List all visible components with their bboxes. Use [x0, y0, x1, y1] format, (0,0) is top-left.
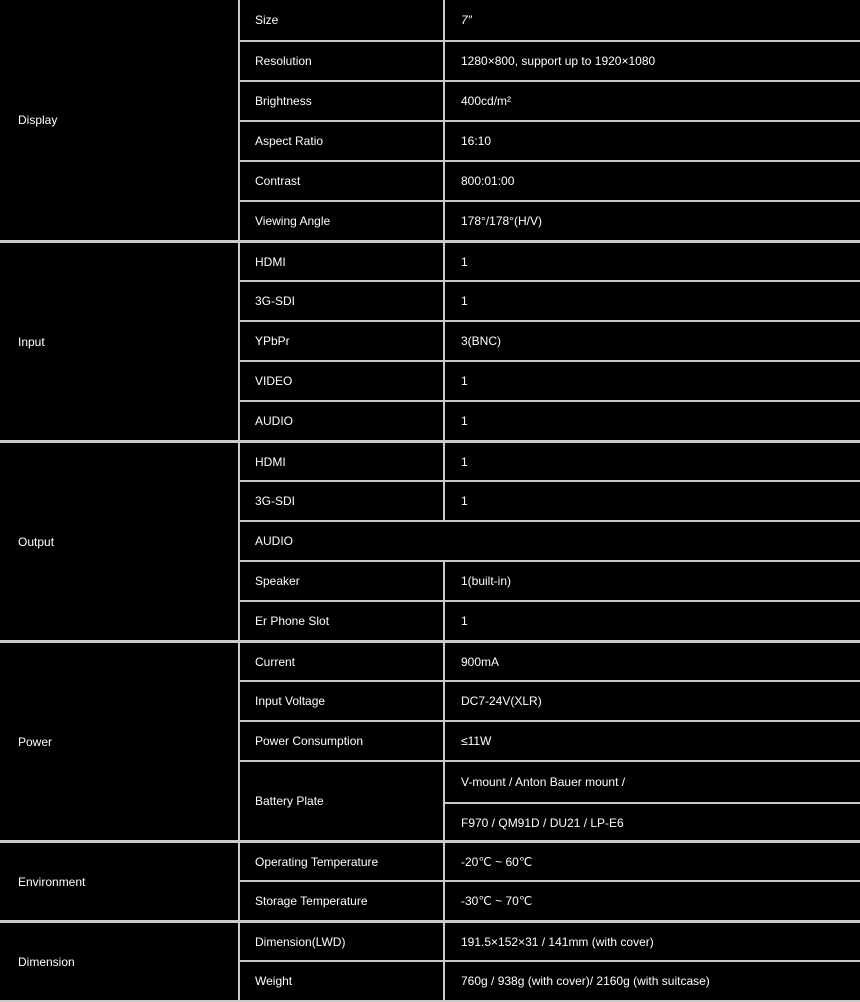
- table-row: [240, 243, 860, 280]
- table-row: [240, 360, 860, 400]
- spec-value: 1: [461, 454, 468, 469]
- table-row: [240, 80, 860, 120]
- spec-label: Storage Temperature: [240, 882, 445, 920]
- table-row: [240, 960, 860, 1000]
- table-row: [240, 520, 860, 560]
- table-row: [240, 0, 860, 40]
- spec-label: Er Phone Slot: [240, 602, 445, 640]
- spec-label: Battery Plate: [240, 762, 445, 840]
- category-label: Dimension: [0, 923, 240, 1000]
- section-rows: [240, 243, 860, 440]
- spec-value: ≤11W: [461, 734, 492, 748]
- table-row: [240, 560, 860, 600]
- section-input: [0, 240, 860, 440]
- table-row: [240, 480, 860, 520]
- table-row: [240, 200, 860, 240]
- value-stack: [445, 762, 860, 840]
- section-environment: [0, 840, 860, 920]
- spec-value: 1: [461, 294, 468, 308]
- spec-label: AUDIO: [240, 402, 445, 440]
- spec-label: Aspect Ratio: [240, 122, 445, 160]
- spec-value: 1(built-in): [461, 574, 512, 588]
- section-rows: [240, 843, 860, 920]
- table-row: [240, 643, 860, 680]
- table-row: [240, 120, 860, 160]
- section-rows: [240, 923, 860, 1000]
- section-power: [0, 640, 860, 840]
- table-row: [240, 280, 860, 320]
- section-rows: [240, 443, 860, 640]
- spec-label: HDMI: [240, 443, 445, 480]
- spec-value: -30℃ ~ 70℃: [461, 894, 533, 908]
- spec-value: 1: [461, 494, 468, 508]
- section-rows: [240, 643, 860, 840]
- spec-value: F970 / QM91D / DU21 / LP-E6: [445, 802, 860, 842]
- spec-label: Brightness: [240, 82, 445, 120]
- spec-value: 1: [461, 374, 468, 388]
- spec-label: Contrast: [240, 162, 445, 200]
- spec-label: Current: [240, 643, 445, 680]
- table-row: [240, 443, 860, 480]
- category-label: Display: [0, 0, 240, 240]
- spec-value: 800:01:00: [461, 174, 515, 188]
- table-row: [240, 320, 860, 360]
- table-row: [240, 760, 860, 840]
- section-rows: [240, 0, 860, 240]
- spec-value: 1: [461, 614, 468, 628]
- table-row: [240, 160, 860, 200]
- table-row: [240, 843, 860, 880]
- section-dimension: [0, 920, 860, 1000]
- section-output: [0, 440, 860, 640]
- spec-label: Weight: [240, 962, 445, 1000]
- spec-label: 3G-SDI: [240, 482, 445, 520]
- spec-value: DC7-24V(XLR): [461, 694, 542, 708]
- spec-value: 400cd/m²: [461, 94, 512, 108]
- spec-value: 1: [461, 254, 468, 269]
- spec-label: 3G-SDI: [240, 282, 445, 320]
- spec-label: Power Consumption: [240, 722, 445, 760]
- spec-label: HDMI: [240, 243, 445, 280]
- spec-label: Size: [240, 0, 445, 40]
- section-display: [0, 0, 860, 240]
- table-row: [240, 680, 860, 720]
- category-label: Input: [0, 243, 240, 440]
- spec-label: Operating Temperature: [240, 843, 445, 880]
- spec-value: 7″: [461, 13, 472, 27]
- spec-value: 16:10: [461, 134, 492, 148]
- spec-value: V-mount / Anton Bauer mount /: [461, 775, 626, 789]
- table-row: [240, 40, 860, 80]
- spec-label: AUDIO: [255, 534, 294, 548]
- spec-label: Input Voltage: [240, 682, 445, 720]
- spec-label: YPbPr: [240, 322, 445, 360]
- spec-label: Speaker: [240, 562, 445, 600]
- spec-label: VIDEO: [240, 362, 445, 400]
- spec-value: 1280×800, support up to 1920×1080: [461, 54, 656, 68]
- table-row: [240, 400, 860, 440]
- spec-value: 1: [461, 414, 468, 428]
- spec-value: 900mA: [461, 654, 500, 669]
- spec-value: -20℃ ~ 60℃: [461, 854, 533, 869]
- table-row: [240, 600, 860, 640]
- table-row: [240, 923, 860, 960]
- spec-value: 191.5×152×31 / 141mm (with cover): [461, 934, 654, 949]
- spec-label: Dimension(LWD): [240, 923, 445, 960]
- spec-label: Resolution: [240, 42, 445, 80]
- category-label: Power: [0, 643, 240, 840]
- spec-value: 3(BNC): [461, 334, 502, 348]
- category-label: Output: [0, 443, 240, 640]
- spec-value: 760g / 938g (with cover)/ 2160g (with suitcase): [461, 974, 710, 988]
- category-label: Environment: [0, 843, 240, 920]
- spec-label: Viewing Angle: [240, 202, 445, 240]
- spec-value: 178°/178°(H/V): [461, 214, 542, 228]
- table-row: [240, 720, 860, 760]
- table-row: [240, 880, 860, 920]
